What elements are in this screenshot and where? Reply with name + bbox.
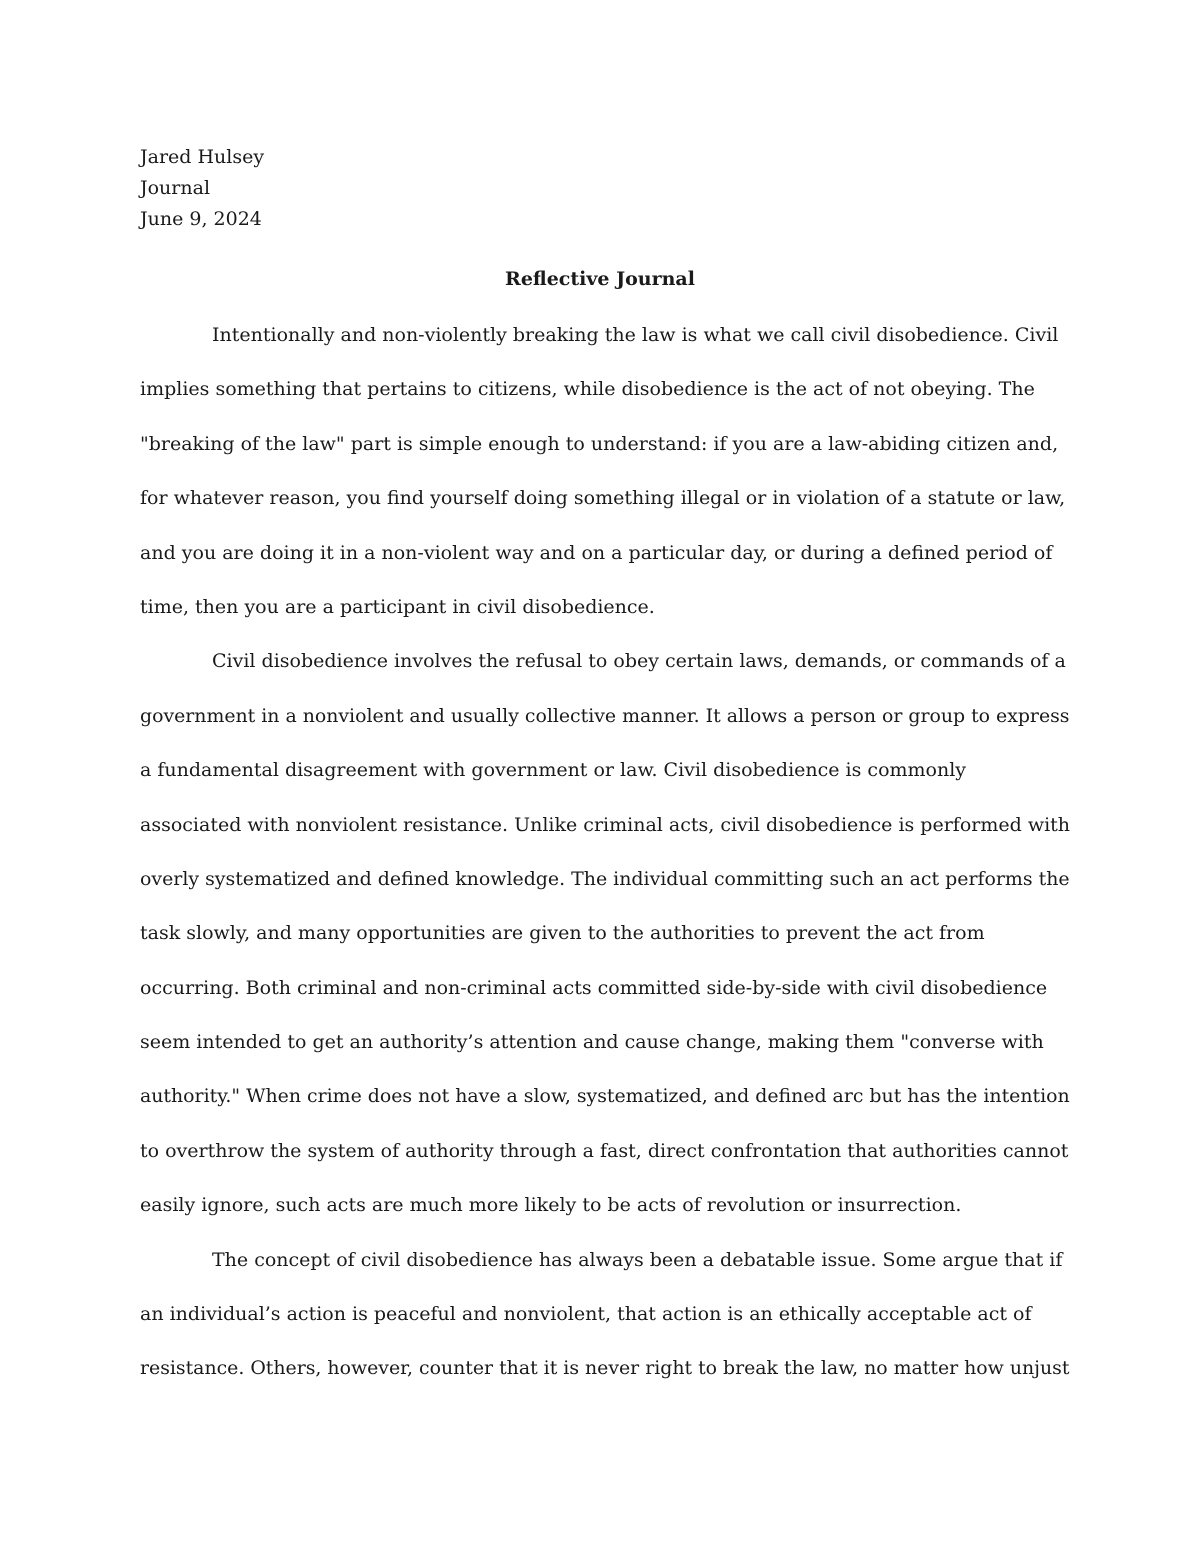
header-block xyxy=(140,142,264,235)
paragraph-2-line-1: Civil disobedience involves the refusal to obey certain laws, demands, or commands of a xyxy=(212,650,1066,673)
paragraph-1-line-2: implies something that pertains to citizens, while disobedience is the act of not obeying. The xyxy=(140,378,1035,401)
paragraph-3-line-3: resistance. Others, however, counter that it is never right to break the law, no matter how unjust xyxy=(140,1357,1070,1380)
paragraph-2-line-6: task slowly, and many opportunities are given to the authorities to prevent the act from xyxy=(140,922,985,945)
paragraph-1-line-6: time, then you are a participant in civil disobedience. xyxy=(140,595,655,618)
paragraph-1-line-4: for whatever reason, you find yourself doing something illegal or in violation of a statute or law, xyxy=(140,487,1066,510)
paragraph-2-line-8: seem intended to get an authority’s attention and cause change, making them "converse with xyxy=(140,1031,1044,1054)
paragraph-1-line-1: Intentionally and non-violently breaking the law is what we call civil disobedience. Civil xyxy=(212,324,1059,346)
paragraph-2-line-3: a fundamental disagreement with government or law. Civil disobedience is commonly xyxy=(140,759,967,782)
document-date: June 9, 2024 xyxy=(140,208,262,230)
paragraph-1-line-5: and you are doing it in a non-violent way and on a particular day, or during a defined period of xyxy=(140,541,1053,564)
paragraph-2-line-2: government in a nonviolent and usually collective manner. It allows a person or group to express xyxy=(140,704,1070,727)
paragraph-2-line-11: easily ignore, such acts are much more likely to be acts of revolution or insurrection. xyxy=(140,1194,962,1217)
paragraph-2-line-5: overly systematized and defined knowledge. The individual committing such an act performs the xyxy=(140,867,1070,890)
paragraph-2-line-7: occurring. Both criminal and non-criminal acts committed side-by-side with civil disobedience xyxy=(140,976,1048,999)
paragraph-3-line-2: an individual’s action is peaceful and nonviolent, that action is an ethically acceptable act of xyxy=(140,1303,1032,1326)
paragraph-3-line-1: The concept of civil disobedience has always been a debatable issue. Some argue that if xyxy=(212,1248,1063,1271)
journal-body xyxy=(140,317,1070,1405)
page-title: Reflective Journal xyxy=(505,268,695,290)
document-type: Journal xyxy=(140,177,211,199)
author-name: Jared Hulsey xyxy=(140,146,265,168)
paragraph-2-line-4: associated with nonviolent resistance. Unlike criminal acts, civil disobedience is performed with xyxy=(140,813,1071,836)
paragraph-2-line-9: authority." When crime does not have a slow, systematized, and defined arc but has the intention xyxy=(140,1085,1070,1108)
paragraph-1-line-3: "breaking of the law" part is simple enough to understand: if you are a law-abiding citizen and, xyxy=(140,432,1059,455)
paragraph-2-line-10: to overthrow the system of authority through a fast, direct confrontation that authorities cannot xyxy=(140,1139,1069,1162)
